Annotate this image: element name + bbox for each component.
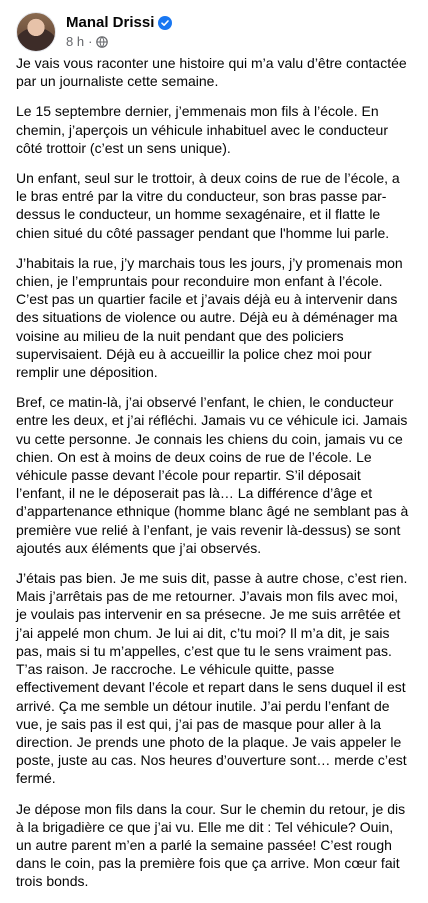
post-body bbox=[16, 54, 412, 903]
post-meta bbox=[66, 14, 172, 50]
post-paragraph: Un enfant, seul sur le trottoir, à deux coins de rue de l’école, a le bras entré par la vitre du conducteur, son bras passe par-dessus le conducteur, un homme sexagénaire, et il flatte le chien situé du côté passager pendant que l'homme lui parle. bbox=[16, 170, 400, 241]
post-time[interactable]: 8 h bbox=[66, 34, 85, 49]
author-name[interactable]: Manal Drissi bbox=[66, 14, 155, 31]
post-paragraph: Le 15 septembre dernier, j’emmenais mon fils à l’école. En chemin, j’aperçois un véhicule inhabituel avec le conducteur côté trottoir (c’est un sens unique). bbox=[16, 103, 388, 156]
post-header bbox=[16, 12, 172, 52]
post-paragraph: J’habitais la rue, j’y marchais tous les jours, j’y promenais mon chien, je l’empruntais pour reconduire mon enfant à l’école. C’est pas un quartier facile et j’avais déjà eu à intervenir dans des situations de violence ou autre. Déjà eu à déménager ma voisine au milieu de la nuit pendant que des policiers supervisaient. Déjà eu à accueillir la police chez moi pour remplir une déposition. bbox=[16, 254, 403, 381]
post-paragraph: Bref, ce matin-là, j’ai observé l’enfant, le chien, le conducteur entre les deux, et j’ai réfléchi. Jamais vu ce véhicule ici. Jamais vu cette personne. Je connais les chiens du coin, jamais vu ce chien. On est à moins de deux coins de rue de l’école. Le véhicule passe devant l’école pour repartir. S’il déposait l’enfant, il ne le déposerait pas là… La différence d’âge et d’appartenance ethnique (homme blanc âgé ne semblant pas à première vue relié à l’enfant, je vais revenir là-dessus) se sont ajoutés aux éléments que j’ai observés. bbox=[16, 394, 409, 556]
avatar[interactable] bbox=[16, 12, 56, 52]
globe-icon[interactable] bbox=[96, 36, 108, 48]
timestamp-row bbox=[66, 34, 172, 50]
post-paragraph: Je vais vous raconter une histoire qui m’a valu d’être contactée par un journaliste cette semaine. bbox=[16, 55, 407, 90]
verified-badge-icon bbox=[158, 16, 172, 30]
post-paragraph: Je dépose mon fils dans la cour. Sur le chemin du retour, je dis à la brigadière ce que j’ai vu. Elle me dit : Tel véhicule? Ouin, un autre parent m’en a parlé la semaine passée! C’est rough dans le coin, pas la première fois que ça arrive. Mon cœur fait trois bonds. bbox=[16, 800, 406, 890]
separator: · bbox=[88, 34, 93, 49]
author-row bbox=[66, 14, 172, 32]
post-paragraph: J’étais pas bien. Je me suis dit, passe à autre chose, c’est rien. Mais j’arrêtais pas de me retourner. J’avais mon fils avec moi, je voulais pas intervenir en sa présecne. Je me suis arrêtée et j’ai appelé mon chum. Je lui ai dit, c’tu moi? Il m’a dit, je sais pas, mais si tu m’appelles, c’est que tu le sens vraiment pas. T’as raison. Je raccroche. Le véhicule quitte, passe effectivement devant l’école et repart dans le sens duquel il est arrivé. Ça me semble un détour inutile. J’ai perdu l’enfant de vue, je sais pas il est qui, j’ai pas de masque pour aller à la direction. Je prends une photo de la plaque. Je vais appeler le poste, juste au cas. Nos heures d’ouverture sont… merde c’est fermé. bbox=[16, 570, 408, 787]
